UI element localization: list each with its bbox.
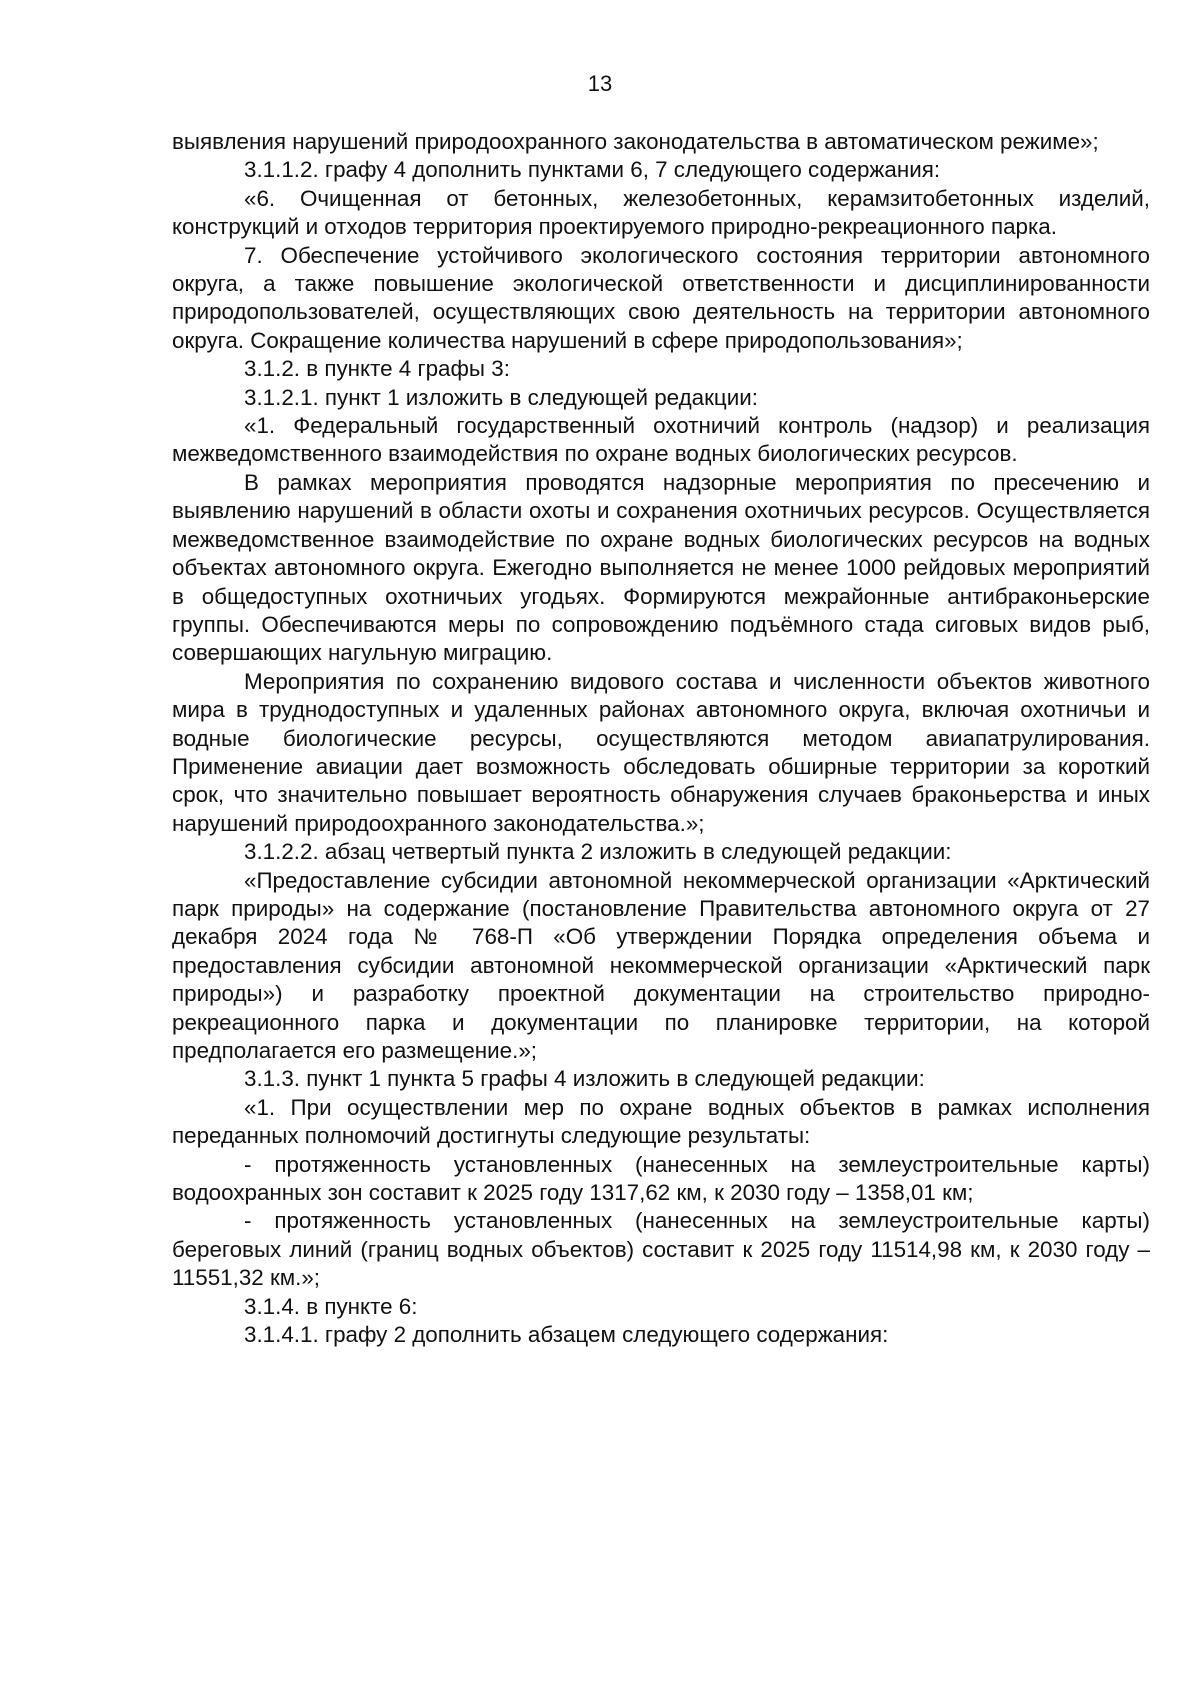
paragraph-3-1-2-1: 3.1.2.1. пункт 1 изложить в следующей редакции:: [244, 384, 758, 410]
paragraph-3-1-2: 3.1.2. в пункте 4 графы 3:: [244, 356, 510, 382]
paragraph-3-1-1-2: 3.1.1.2. графу 4 дополнить пунктами 6, 7 следующего содержания:: [244, 157, 941, 183]
paragraph-item-6: «6. Очищенная от бетонных, железобетонных, керамзитобетонных изделий, конструкций и отходов территория проектируемого природно-рекреационного парка.: [172, 185, 1150, 240]
paragraph-item-7: 7. Обеспечение устойчивого экологического состояния территории автономного округа, а также повышение экологической ответственности и дисциплинированности природопользователей, осуществляющих свою деятельность на территории автономного округа. Сокращение количества нарушений в сфере природопользования»;: [172, 242, 1150, 353]
paragraph-3-1-2-2: 3.1.2.2. абзац четвертый пункта 2 изложить в следующей редакции:: [244, 839, 952, 865]
paragraph-water-zones: - протяженность установленных (нанесенных на землеустроительные карты) водоохранных зон составит к 2025 году 1317,62 км, к 2030 году – 1358,01 км;: [172, 1151, 1150, 1206]
document-body: [172, 128, 1150, 1349]
page-number: 13: [587, 71, 613, 96]
paragraph-3-1-4-1: 3.1.4.1. графу 2 дополнить абзацем следующего содержания:: [244, 1322, 889, 1348]
paragraph-subsidy: «Предоставление субсидии автономной некоммерческой организации «Арктический парк природы» на содержание (постановление Правительства автономного округа от 27 декабря 2024 года № 768-П «Об утверждении Порядка определения объема и предоставления субсидии автономной некоммерческой организации «Арктический парк природы») и разработку проектной документации на строительство природно-рекреационного парка и документации по планировке территории, на которой предполагается его размещение.»;: [172, 867, 1150, 1063]
paragraph-continuation: выявления нарушений природоохранного законодательства в автоматическом режиме»;: [172, 129, 1099, 154]
paragraph-water-protection: «1. При осуществлении мер по охране водных объектов в рамках исполнения переданных полномочий достигнуты следующие результаты:: [172, 1094, 1150, 1149]
paragraph-supervision-measures: В рамках мероприятия проводятся надзорные мероприятия по пресечению и выявлению нарушений в области охоты и сохранения охотничьих ресурсов. Осуществляется межведомственное взаимодействие по охране водных биологических ресурсов на водных объектах автономного округа. Ежегодно выполняется не менее 1000 рейдовых мероприятий в общедоступных охотничьих угодьях. Формируются межрайонные антибраконьерские группы. Обеспечиваются меры по сопровождению подъёмного стада сиговых видов рыб, совершающих нагульную миграцию.: [172, 469, 1150, 666]
paragraph-3-1-3: 3.1.3. пункт 1 пункта 5 графы 4 изложить в следующей редакции:: [244, 1066, 925, 1092]
paragraph-air-patrol: Мероприятия по сохранению видового состава и численности объектов животного мира в труднодоступных и удаленных районах автономного округа, включая охотничьи и водные биологические ресурсы, осуществляются методом авиапатрулирования. Применение авиации дает возможность обследовать обширные территории за короткий срок, что значительно повышает вероятность обнаружения случаев браконьерства и иных нарушений природоохранного законодательства.»;: [172, 668, 1150, 836]
paragraph-3-1-4: 3.1.4. в пункте 6:: [244, 1293, 418, 1319]
paragraph-shorelines: - протяженность установленных (нанесенных на землеустроительные карты) береговых линий (границ водных объектов) составит к 2025 году 11514,98 км, к 2030 году – 11551,32 км.»;: [172, 1208, 1150, 1291]
paragraph-item-1-hunting-control: «1. Федеральный государственный охотничий контроль (надзор) и реализация межведомственного взаимодействия по охране водных биологических ресурсов.: [172, 413, 1150, 467]
